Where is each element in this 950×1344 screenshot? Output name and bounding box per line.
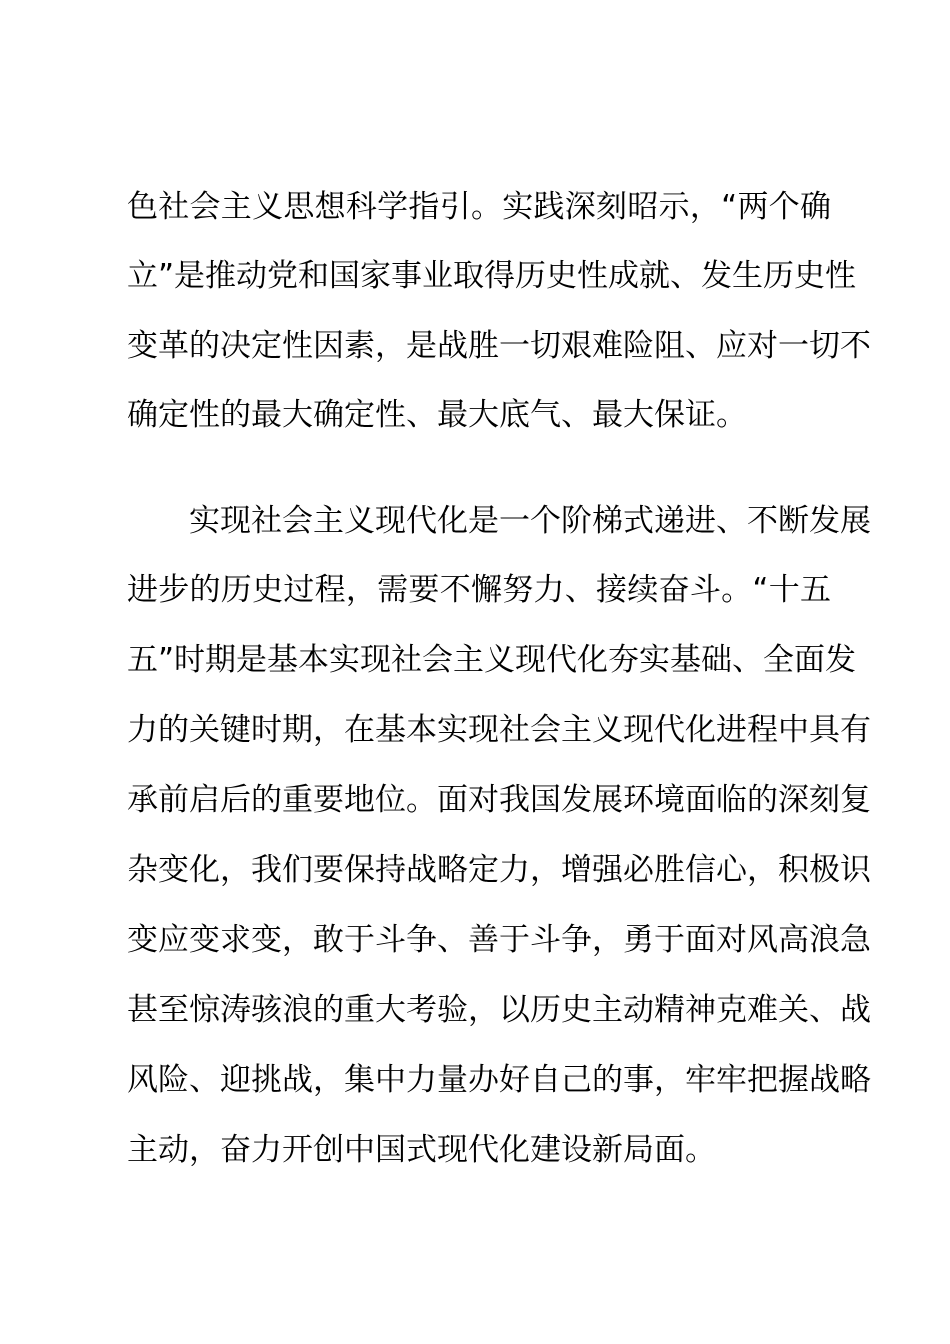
text-line: 色社会主义思想科学指引。实践深刻昭示，“两个确	[127, 189, 831, 225]
text-line: 立”是推动党和国家事业取得历史性成就、发生历史性	[127, 258, 857, 294]
text-line: 进步的历史过程，需要不懈努力、接续奋斗。“十五	[127, 572, 831, 608]
text-line: 力的关键时期，在基本实现社会主义现代化进程中具有	[127, 712, 871, 748]
text-line: 风险、迎挑战，集中力量办好自己的事，牢牢把握战略	[127, 1062, 871, 1098]
text-line: 五”时期是基本实现社会主义现代化夯实基础、全面发	[127, 642, 857, 678]
text-line: 变应变求变，敢于斗争、善于斗争，勇于面对风高浪急	[127, 922, 871, 958]
text-line: 确定性的最大确定性、最大底气、最大保证。	[127, 397, 747, 433]
text-line: 主动，奋力开创中国式现代化建设新局面。	[127, 1132, 716, 1168]
text-line: 杂变化，我们要保持战略定力，增强必胜信心，积极识	[127, 852, 871, 888]
text-line: 甚至惊涛骇浪的重大考验，以历史主动精神克难关、战	[127, 992, 871, 1028]
text-line: 变革的决定性因素，是战胜一切艰难险阻、应对一切不	[127, 328, 871, 364]
text-line: 实现社会主义现代化是一个阶梯式递进、不断发展	[127, 503, 871, 539]
text-line: 承前启后的重要地位。面对我国发展环境面临的深刻复	[127, 782, 871, 818]
